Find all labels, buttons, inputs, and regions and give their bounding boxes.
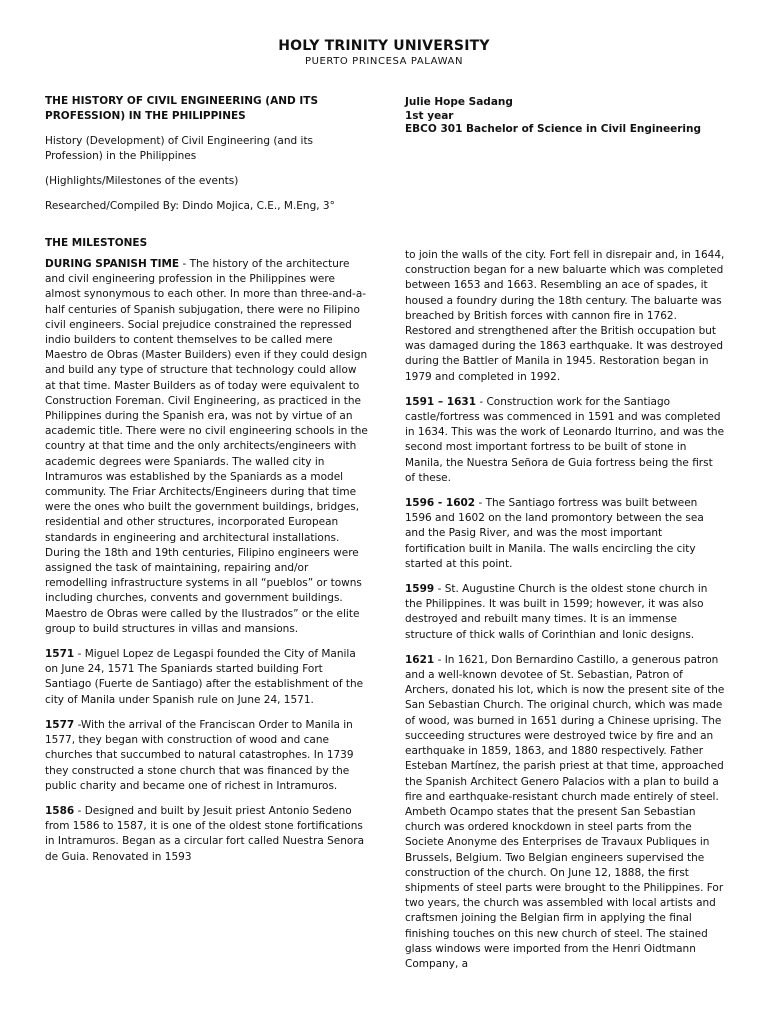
paragraph-1591 (405, 395, 725, 486)
milestones-heading: THE MILESTONES (45, 237, 148, 249)
paragraph-text: - The history of the architecture and civil engineering profession in the Philippines were almost synonymous to each other. In more than three-and-a-half centuries of Spanish subjugation, there were no Filipino civil engineers. Social prejudice constrained the repressed indio builders to content themselves to be called mere Maestro de Obras (Master Builders) even if they could design and build any type of structure that technology could allow at that time. Master Builders as of today were equivalent to Construction Foreman. Civil Engineering, as practiced in the Philippines during the Spanish era, was not by virtue of an academic title. There were no civil engineering schools in the country at that time and the only architects/engineers with academic degrees were Spaniards. The walled city in Intramuros was established by the Spaniards as a model community. The Friar Architects/Engineers during that time were the ones who built the government buildings, bridges, residential and other structures, incorporated European standards in engineering and architectural installations. During the 18th and 19th centuries, Filipino engineers were assigned the task of maintaining, repairing and/or remodelling infrastructure systems in all “pueblos” or towns including churches, convents and government buildings. Maestro de Obras were called by the Ilustrados” or the elite group to build structures in villas and mansions. (45, 258, 368, 635)
paragraph-continuation: to join the walls of the city. Fort fell in disrepair and, in 1644, construction began for a new baluarte which was completed between 1653 and 1663. Resembling an ace of spades, it housed a foundry during the 18th century. The baluarte was breached by British forces with cannon fire in 1762. Restored and strengthened after the British occupation but was damaged during the 1863 earthquake. It was destroyed during the Battler of Manila in 1945. Restoration began in 1979 and completed in 1992. (405, 249, 725, 383)
paragraph-1571 (45, 647, 370, 708)
paragraph-1586 (45, 804, 370, 865)
author-block (405, 96, 735, 137)
paragraph-1621 (405, 653, 725, 972)
paragraph-text: - St. Augustine Church is the oldest stone church in the Philippines. It was built in 1599; however, it was also destroyed and rebuilt many times. It is an immense structure of thick walls of Corinthian and Ionic designs. (405, 583, 708, 641)
highlights-note: (Highlights/Milestones of the events) (45, 175, 239, 187)
author-name: Julie Hope Sadang (405, 96, 513, 108)
document-title: THE HISTORY OF CIVIL ENGINEERING (AND ITS PROFESSION) IN THE PHILIPPINES (45, 95, 319, 122)
paragraph-year: 1596 - 1602 (405, 497, 476, 510)
paragraph-lead: DURING SPANISH TIME (45, 258, 180, 270)
university-name: HOLY TRINITY UNIVERSITY (278, 38, 490, 54)
document-subtitle: History (Development) of Civil Engineering (and its Profession) in the Philippines (45, 135, 314, 162)
paragraph-year: 1621 (405, 653, 435, 666)
paragraph-1577 (45, 718, 370, 794)
paragraph-text: -With the arrival of the Franciscan Order to Manila in 1577, they began with construction of wood and cane churches that succumbed to natural catastrophes. In 1739 they constructed a stone church that was financed by the public charity and became one of richest in Intramuros. (45, 718, 354, 792)
paragraph-year: 1591 – 1631 (405, 395, 477, 408)
paragraph-year: 1599 (405, 583, 435, 596)
author-course: EBCO 301 Bachelor of Science in Civil Engineering (405, 123, 701, 135)
paragraph-text: - The Santiago fortress was built between 1596 and 1602 on the land promontory between the sea and the Pasig River, and was the most important fortification built in Manila. The walls encircling the city started at this point. (405, 497, 704, 570)
university-location: PUERTO PRINCESA PALAWAN (304, 56, 464, 67)
paragraph-text: - Miguel Lopez de Legaspi founded the City of Manila on June 24, 1571 The Spaniards started building Fort Santiago (Fuerte de Santiago) after the establishment of the city of Manila under Spanish rule on June 24, 1571. (45, 648, 364, 706)
right-column (405, 248, 725, 982)
paragraph-1596 (405, 496, 725, 572)
researched-by: Researched/Compiled By: Dindo Mojica, C.E., M.Eng, 3° (45, 200, 335, 212)
document-heading (45, 94, 370, 224)
paragraph-spanish-time (45, 257, 370, 637)
paragraph-text: - In 1621, Don Bernardino Castillo, a generous patron and a well-known devotee of St. Sebastian, Patron of Archers, donated his lot, which is now the present site of the San Sebastian Church. The original church, which was made of wood, was burned in 1651 during a Chinese uprising. The succeeding structures were destroyed twice by fire and an earthquake in 1859, 1863, and 1880 respectively. Father Esteban Martínez, the parish priest at that time, approached the Spanish Architect Genero Palacios with a plan to build a fire and earthquake-resistant church made entirely of steel. Ambeth Ocampo states that the present San Sebastian church was ordered knockdown in steel parts from the Societe Anonyme des Enterprises de Travaux Publiques in Brussels, Belgium. Two Belgian engineers supervised the construction of the church. On June 12, 1888, the first shipments of steel parts were brought to the Philippines. For two years, the church was assembled with local artists and craftsmen joining the Belgian firm in applying the final finishing touches on this new church of steel. The stained glass windows were imported from the Henri Oidtmann Company, a (405, 653, 725, 970)
left-column (45, 257, 370, 875)
paragraph-year: 1586 (45, 804, 75, 817)
paragraph-year: 1577 (45, 718, 75, 731)
paragraph-text: - Designed and built by Jesuit priest Antonio Sedeno from 1586 to 1587, it is one of the oldest stone fortifications in Intramuros. Began as a circular fort called Nuestra Senora de Guia. Renovated in 1593 (45, 804, 365, 863)
author-year: 1st year (405, 109, 454, 122)
paragraph-1599 (405, 582, 725, 643)
paragraph-year: 1571 (45, 648, 75, 661)
paragraph-text: - Construction work for the Santiago castle/fortress was commenced in 1591 and was completed in 1634. This was the work of Leonardo Iturrino, and was the second most important fortress to be built of stone in Manila, the Nuestra Señora de Guia fortress being the first of these. (405, 395, 725, 484)
